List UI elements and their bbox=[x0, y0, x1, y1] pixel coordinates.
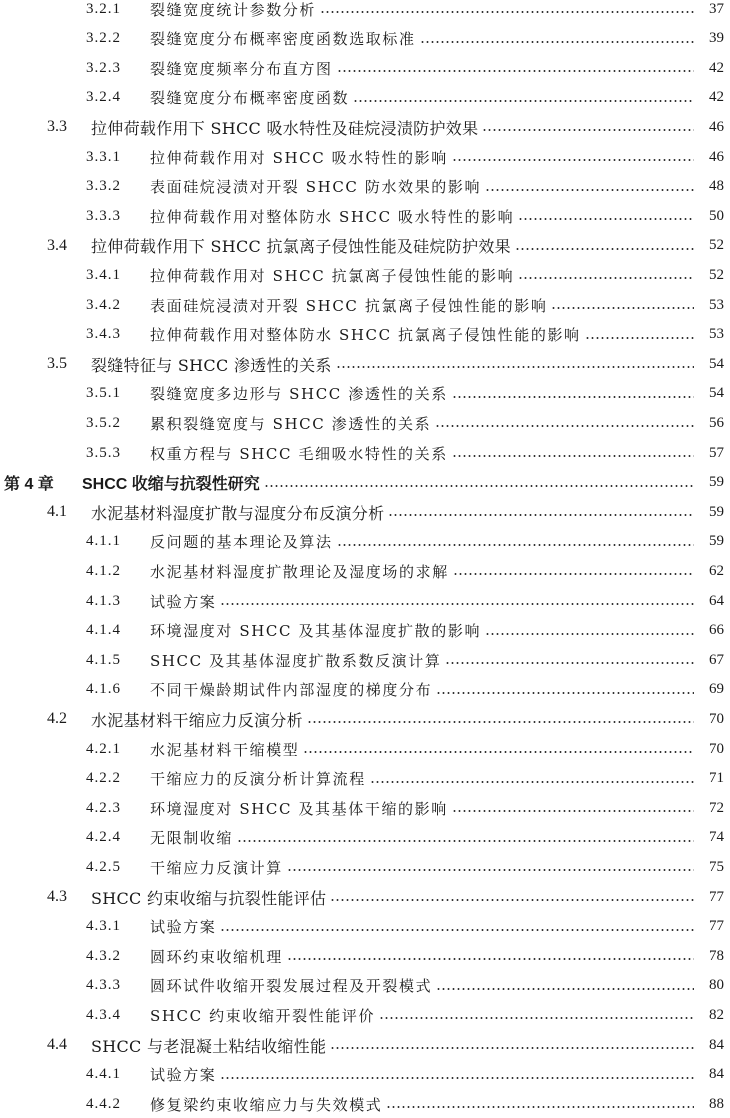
toc-entry-page-number: 46 bbox=[709, 118, 724, 135]
toc-subsection-entry[interactable] bbox=[0, 1001, 730, 1029]
toc-entry-title: 反问题的基本理论及算法 bbox=[150, 533, 333, 552]
toc-entry-page-number: 62 bbox=[709, 562, 724, 579]
toc-dot-leader bbox=[388, 508, 694, 522]
toc-entry-page-number: 52 bbox=[709, 266, 724, 283]
toc-section-entry[interactable] bbox=[0, 113, 730, 141]
toc-entry-page-number: 59 bbox=[709, 474, 724, 491]
toc-entry-number: 4.3.3 bbox=[86, 977, 121, 994]
toc-dot-leader bbox=[452, 449, 694, 463]
toc-subsection-entry[interactable] bbox=[0, 587, 730, 615]
toc-section-entry[interactable] bbox=[0, 350, 730, 378]
toc-entry-page-number: 50 bbox=[709, 207, 724, 224]
toc-entry-number: 4.1.5 bbox=[86, 651, 121, 668]
toc-entry-title: 拉伸荷载作用下 SHCC 吸水特性及硅烷浸渍防护效果 bbox=[91, 118, 479, 138]
toc-subsection-entry[interactable] bbox=[0, 84, 730, 112]
toc-dot-leader bbox=[370, 775, 694, 789]
toc-dot-leader bbox=[320, 5, 694, 19]
toc-entry-number: 4.2 bbox=[47, 710, 67, 728]
toc-entry-title: 无限制收缩 bbox=[150, 829, 234, 848]
toc-entry-number: 3.4.3 bbox=[86, 326, 121, 343]
toc-entry-title: 水泥基材料干缩应力反演分析 bbox=[91, 710, 303, 730]
toc-subsection-entry[interactable] bbox=[0, 380, 730, 408]
toc-dot-leader bbox=[237, 834, 694, 848]
toc-entry-number: 4.4.1 bbox=[86, 1066, 121, 1083]
toc-entry-page-number: 53 bbox=[709, 296, 724, 313]
toc-entry-page-number: 52 bbox=[709, 237, 724, 254]
toc-dot-leader bbox=[220, 597, 694, 611]
toc-dot-leader bbox=[485, 183, 694, 197]
toc-entry-title: 干缩应力的反演分析计算流程 bbox=[150, 770, 366, 789]
toc-dot-leader bbox=[420, 35, 694, 49]
toc-entry-title: 拉伸荷载作用下 SHCC 抗氯离子侵蚀性能及硅烷防护效果 bbox=[91, 237, 511, 257]
toc-entry-title: 修复梁约束收缩应力与失效模式 bbox=[150, 1095, 383, 1114]
toc-subsection-entry[interactable] bbox=[0, 143, 730, 171]
toc-entry-title: 表面硅烷浸渍对开裂 SHCC 抗氯离子侵蚀性能的影响 bbox=[150, 296, 548, 315]
toc-dot-leader bbox=[551, 301, 694, 315]
toc-entry-title: 试验方案 bbox=[150, 918, 217, 937]
toc-entry-number: 3.4 bbox=[47, 236, 67, 254]
toc-dot-leader bbox=[452, 804, 694, 818]
toc-dot-leader bbox=[287, 863, 694, 877]
toc-entry-page-number: 66 bbox=[709, 622, 724, 639]
toc-entry-title: 不同干燥龄期试件内部湿度的梯度分布 bbox=[150, 681, 433, 700]
toc-entry-page-number: 70 bbox=[709, 740, 724, 757]
toc-subsection-entry[interactable] bbox=[0, 735, 730, 763]
toc-dot-leader bbox=[337, 538, 694, 552]
toc-dot-leader bbox=[303, 745, 694, 759]
toc-section-entry[interactable] bbox=[0, 883, 730, 911]
toc-entry-title: 水泥基材料湿度扩散理论及湿度场的求解 bbox=[150, 562, 449, 581]
toc-dot-leader bbox=[336, 360, 694, 374]
toc-dot-leader bbox=[307, 715, 694, 729]
toc-entry-page-number: 59 bbox=[709, 533, 724, 550]
toc-entry-number: 第 4 章 bbox=[4, 476, 54, 494]
toc-entry-page-number: 77 bbox=[709, 888, 724, 905]
toc-subsection-entry[interactable] bbox=[0, 1061, 730, 1089]
toc-entry-title: 表面硅烷浸渍对开裂 SHCC 防水效果的影响 bbox=[150, 178, 482, 197]
toc-dot-leader bbox=[452, 390, 694, 404]
toc-entry-number: 3.3.1 bbox=[86, 148, 121, 165]
toc-entry-number: 3.3.3 bbox=[86, 207, 121, 224]
toc-subsection-entry[interactable] bbox=[0, 261, 730, 289]
toc-entry-number: 4.3.4 bbox=[86, 1006, 121, 1023]
toc-entry-number: 4.3 bbox=[47, 888, 67, 905]
toc-subsection-entry[interactable] bbox=[0, 646, 730, 674]
toc-subsection-entry[interactable] bbox=[0, 291, 730, 319]
toc-dot-leader bbox=[485, 627, 694, 641]
toc-entry-page-number: 84 bbox=[709, 1066, 724, 1083]
toc-subsection-entry[interactable] bbox=[0, 972, 730, 1000]
toc-dot-leader bbox=[330, 1041, 694, 1055]
toc-dot-leader bbox=[379, 1011, 694, 1025]
toc-dot-leader bbox=[386, 1100, 694, 1114]
toc-entry-page-number: 78 bbox=[709, 947, 724, 964]
toc-subsection-entry[interactable] bbox=[0, 765, 730, 793]
toc-entry-number: 3.5.3 bbox=[86, 444, 121, 461]
toc-subsection-entry[interactable] bbox=[0, 409, 730, 437]
toc-entry-number: 4.3.2 bbox=[86, 947, 121, 964]
toc-dot-leader bbox=[287, 952, 694, 966]
toc-dot-leader bbox=[436, 982, 694, 996]
toc-dot-leader bbox=[452, 153, 694, 167]
toc-subsection-entry[interactable] bbox=[0, 439, 730, 467]
toc-entry-title: 裂缝特征与 SHCC 渗透性的关系 bbox=[91, 355, 332, 375]
toc-dot-leader bbox=[518, 271, 694, 285]
toc-entry-title: 裂缝宽度频率分布直方图 bbox=[150, 59, 333, 78]
toc-section-entry[interactable] bbox=[0, 232, 730, 260]
toc-entry-number: 4.4 bbox=[47, 1036, 67, 1053]
toc-entry-title: 裂缝宽度分布概率密度函数 bbox=[150, 89, 350, 108]
toc-subsection-entry[interactable] bbox=[0, 853, 730, 881]
toc-subsection-entry[interactable] bbox=[0, 202, 730, 230]
toc-dot-leader bbox=[337, 64, 694, 78]
toc-section-entry[interactable] bbox=[0, 1031, 730, 1059]
toc-entry-page-number: 77 bbox=[709, 918, 724, 935]
toc-dot-leader bbox=[482, 123, 694, 137]
toc-subsection-entry[interactable] bbox=[0, 913, 730, 941]
toc-subsection-entry[interactable] bbox=[0, 321, 730, 349]
toc-entry-number: 4.1 bbox=[47, 503, 67, 521]
toc-entry-page-number: 56 bbox=[709, 414, 724, 431]
toc-entry-title: 干缩应力反演计算 bbox=[150, 858, 283, 877]
toc-dot-leader bbox=[585, 331, 694, 345]
toc-subsection-entry[interactable] bbox=[0, 676, 730, 704]
toc-entry-page-number: 42 bbox=[709, 89, 724, 106]
toc-entry-page-number: 46 bbox=[709, 148, 724, 165]
toc-entry-number: 4.2.5 bbox=[86, 858, 121, 875]
toc-dot-leader bbox=[515, 242, 694, 256]
toc-entry-number: 4.4.2 bbox=[86, 1095, 121, 1112]
toc-entry-number: 3.5.2 bbox=[86, 414, 121, 431]
toc-entry-page-number: 39 bbox=[709, 30, 724, 47]
toc-entry-number: 3.3.2 bbox=[86, 178, 121, 195]
toc-entry-title: 试验方案 bbox=[150, 592, 217, 611]
toc-entry-title: 环境湿度对 SHCC 及其基体湿度扩散的影响 bbox=[150, 622, 482, 641]
toc-entry-title: 裂缝宽度多边形与 SHCC 渗透性的关系 bbox=[150, 385, 448, 404]
toc-dot-leader bbox=[264, 479, 694, 493]
toc-subsection-entry[interactable] bbox=[0, 794, 730, 822]
toc-entry-number: 4.2.3 bbox=[86, 799, 121, 816]
toc-entry-title: SHCC 约束收缩与抗裂性能评估 bbox=[91, 888, 327, 908]
toc-entry-title: 水泥基材料湿度扩散与湿度分布反演分析 bbox=[91, 503, 385, 523]
toc-entry-page-number: 69 bbox=[709, 681, 724, 698]
toc-entry-title: 拉伸荷载作用对整体防水 SHCC 抗氯离子侵蚀性能的影响 bbox=[150, 326, 581, 345]
toc-subsection-entry[interactable] bbox=[0, 617, 730, 645]
toc-entry-page-number: 59 bbox=[709, 503, 724, 520]
toc-entry-number: 4.3.1 bbox=[86, 918, 121, 935]
toc-entry-page-number: 70 bbox=[709, 710, 724, 727]
toc-entry-title: 拉伸荷载作用对整体防水 SHCC 吸水特性的影响 bbox=[150, 207, 515, 226]
toc-dot-leader bbox=[353, 94, 694, 108]
toc-entry-title: 圆环试件收缩开裂发展过程及开裂模式 bbox=[150, 977, 433, 996]
toc-entry-page-number: 54 bbox=[709, 355, 724, 372]
toc-entry-page-number: 37 bbox=[709, 0, 724, 17]
toc-entry-title: 裂缝宽度统计参数分析 bbox=[150, 0, 317, 19]
toc-subsection-entry[interactable] bbox=[0, 25, 730, 53]
toc-entry-page-number: 42 bbox=[709, 59, 724, 76]
toc-entry-number: 4.1.2 bbox=[86, 562, 121, 579]
toc-entry-number: 3.2.1 bbox=[86, 0, 121, 17]
toc-dot-leader bbox=[445, 656, 694, 670]
toc-entry-number: 4.2.1 bbox=[86, 740, 121, 757]
toc-entry-page-number: 54 bbox=[709, 385, 724, 402]
toc-entry-page-number: 75 bbox=[709, 858, 724, 875]
toc-entry-page-number: 74 bbox=[709, 829, 724, 846]
toc-entry-page-number: 72 bbox=[709, 799, 724, 816]
toc-entry-title: 水泥基材料干缩模型 bbox=[150, 740, 300, 759]
toc-entry-page-number: 80 bbox=[709, 977, 724, 994]
toc-entry-page-number: 82 bbox=[709, 1006, 724, 1023]
toc-dot-leader bbox=[453, 567, 694, 581]
toc-subsection-entry[interactable] bbox=[0, 54, 730, 82]
toc-subsection-entry[interactable] bbox=[0, 0, 730, 23]
toc-subsection-entry[interactable] bbox=[0, 824, 730, 852]
toc-dot-leader bbox=[436, 686, 694, 700]
toc-entry-title: 累积裂缝宽度与 SHCC 渗透性的关系 bbox=[150, 414, 432, 433]
toc-entry-page-number: 64 bbox=[709, 592, 724, 609]
toc-entry-title: SHCC 与老混凝土粘结收缩性能 bbox=[91, 1036, 327, 1056]
toc-entry-title: 权重方程与 SHCC 毛细吸水特性的关系 bbox=[150, 444, 448, 463]
toc-entry-number: 4.1.3 bbox=[86, 592, 121, 609]
toc-dot-leader bbox=[220, 1071, 694, 1085]
toc-chapter-entry[interactable] bbox=[0, 469, 730, 497]
toc-entry-number: 3.2.2 bbox=[86, 30, 121, 47]
toc-entry-number: 4.2.2 bbox=[86, 770, 121, 787]
toc-entry-number: 3.5 bbox=[47, 355, 67, 373]
toc-section-entry[interactable] bbox=[0, 705, 730, 733]
toc-entry-page-number: 48 bbox=[709, 178, 724, 195]
toc-entry-title: SHCC 约束收缩开裂性能评价 bbox=[150, 1006, 376, 1025]
toc-entry-title: 环境湿度对 SHCC 及其基体干缩的影响 bbox=[150, 799, 448, 818]
toc-entry-page-number: 88 bbox=[709, 1095, 724, 1112]
toc-subsection-entry[interactable] bbox=[0, 1090, 730, 1118]
toc-entry-title: 裂缝宽度分布概率密度函数选取标准 bbox=[150, 30, 416, 49]
toc-subsection-entry[interactable] bbox=[0, 557, 730, 585]
toc-subsection-entry[interactable] bbox=[0, 528, 730, 556]
toc-dot-leader bbox=[330, 893, 694, 907]
toc-entry-number: 4.2.4 bbox=[86, 829, 121, 846]
toc-entry-number: 4.1.6 bbox=[86, 681, 121, 698]
toc-entry-page-number: 53 bbox=[709, 326, 724, 343]
toc-entry-title: 圆环约束收缩机理 bbox=[150, 947, 283, 966]
toc-entry-page-number: 57 bbox=[709, 444, 724, 461]
toc-entry-number: 3.4.1 bbox=[86, 266, 121, 283]
toc-dot-leader bbox=[518, 212, 694, 226]
toc-entry-number: 4.1.1 bbox=[86, 533, 121, 550]
toc-dot-leader bbox=[435, 419, 694, 433]
toc-entry-number: 4.1.4 bbox=[86, 622, 121, 639]
toc-entry-page-number: 67 bbox=[709, 651, 724, 668]
toc-entry-number: 3.4.2 bbox=[86, 296, 121, 313]
toc-entry-title: SHCC 收缩与抗裂性研究 bbox=[82, 476, 260, 494]
toc-entry-page-number: 84 bbox=[709, 1036, 724, 1053]
toc-section-entry[interactable] bbox=[0, 498, 730, 526]
toc-dot-leader bbox=[220, 923, 694, 937]
toc-subsection-entry[interactable] bbox=[0, 942, 730, 970]
toc-entry-title: SHCC 及其基体湿度扩散系数反演计算 bbox=[150, 651, 442, 670]
toc-subsection-entry[interactable] bbox=[0, 173, 730, 201]
toc-entry-title: 拉伸荷载作用对 SHCC 吸水特性的影响 bbox=[150, 148, 448, 167]
toc-entry-page-number: 71 bbox=[709, 770, 724, 787]
toc-entry-number: 3.2.4 bbox=[86, 89, 121, 106]
toc-entry-number: 3.5.1 bbox=[86, 385, 121, 402]
toc-entry-number: 3.3 bbox=[47, 118, 67, 136]
toc-entry-title: 试验方案 bbox=[150, 1066, 217, 1085]
toc-entry-number: 3.2.3 bbox=[86, 59, 121, 76]
toc-entry-title: 拉伸荷载作用对 SHCC 抗氯离子侵蚀性能的影响 bbox=[150, 266, 515, 285]
